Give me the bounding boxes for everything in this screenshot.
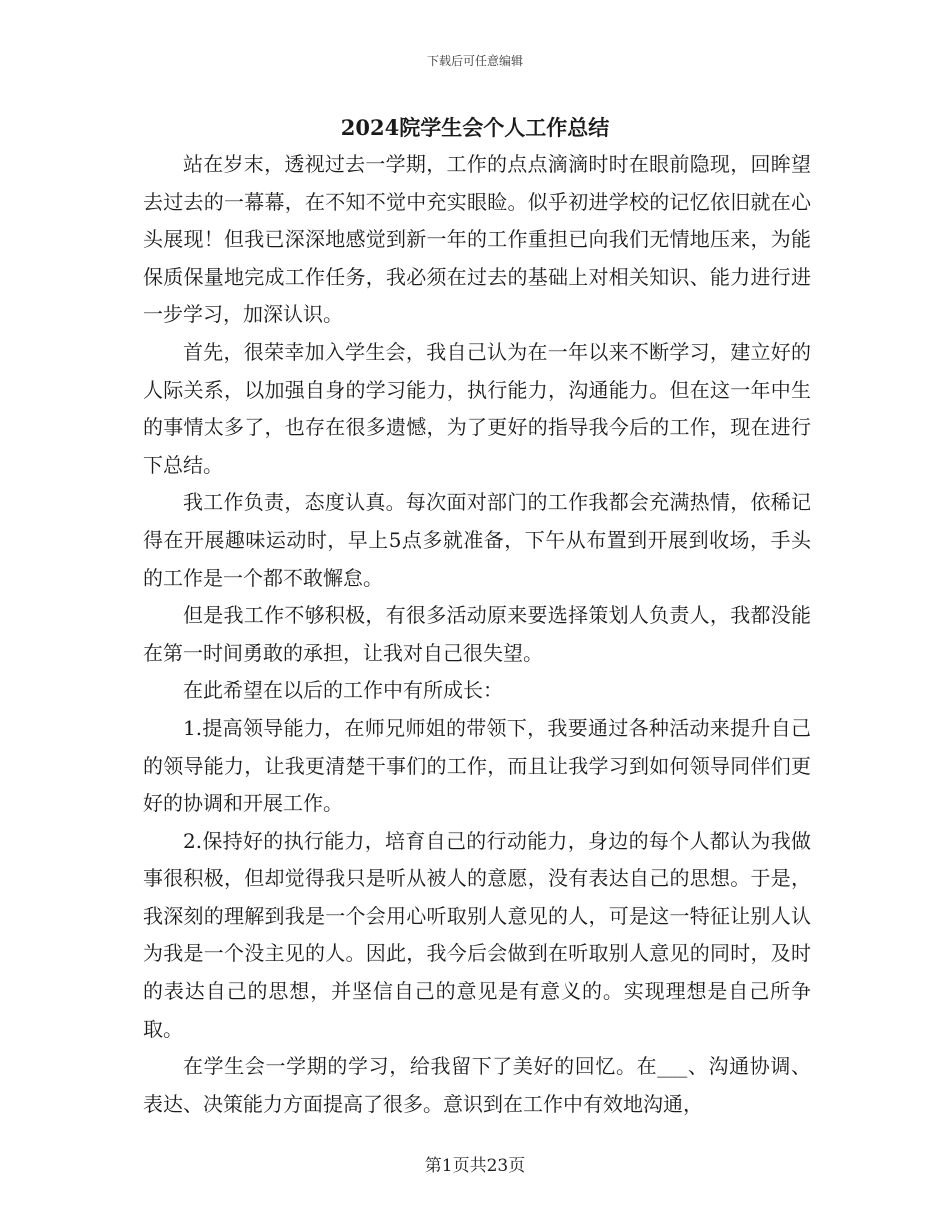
paragraph: 在学生会一学期的学习，给我留下了美好的回忆。在___、沟通协调、表达、决策能力方面提高了很多。意识到在工作中有效地沟通， — [143, 1054, 811, 1116]
list-item-paragraph: 1.提高领导能力，在师兄师姐的带领下，我要通过各种活动来提升自己的领导能力，让我更清楚干事们的工作，而且让我学习到如何领导同伴们更好的协调和开展工作。 — [143, 715, 811, 816]
paragraph: 但是我工作不够积极，有很多活动原来要选择策划人负责人，我都没能在第一时间勇敢的承担，让我对自己很失望。 — [143, 603, 811, 665]
document-title: 2024院学生会个人工作总结 — [340, 115, 610, 140]
paragraph: 我工作负责，态度认真。每次面对部门的工作我都会充满热情，依稀记得在开展趣味运动时，早上5点多就准备，下午从布置到开展到收场，手头的工作是一个都不敢懈怠。 — [143, 490, 811, 590]
paragraph: 站在岁末，透视过去一学期，工作的点点滴滴时时在眼前隐现，回眸望去过去的一幕幕，在不知不觉中充实眼睑。似乎初进学校的记忆依旧就在心头展现！但我已深深地感觉到新一年的工作重担已向我们无情地压来，为能保质保量地完成工作任务，我必须在过去的基础上对相关知识、能力进行进一步学习，加深认识。 — [143, 152, 811, 327]
header-note: 下载后可任意编辑 — [426, 54, 523, 68]
paragraph: 在此希望在以后的工作中有所成长： — [183, 678, 503, 703]
paragraph: 首先，很荣幸加入学生会，我自己认为在一年以来不断学习，建立好的人际关系，以加强自身的学习能力，执行能力，沟通能力。但在这一年中生的事情太多了，也存在很多遗憾，为了更好的指导我今后的工作，现在进行下总结。 — [143, 339, 811, 477]
list-item-paragraph: 2.保持好的执行能力，培育自己的行动能力，身边的每个人都认为我做事很积极，但却觉得我只是听从被人的意愿，没有表达自己的思想。于是，我深刻的理解到我是一个会用心听取别人意见的人，可是这一特征让别人认为我是一个没主见的人。因此，我今后会做到在听取别人意见的同时，及时的表达自己的思想，并坚信自己的意见是有意义的。实现理想是自己所争取。 — [143, 828, 811, 1041]
document-body — [143, 146, 811, 1123]
page-footer: 第1页共23页 — [424, 1156, 526, 1176]
